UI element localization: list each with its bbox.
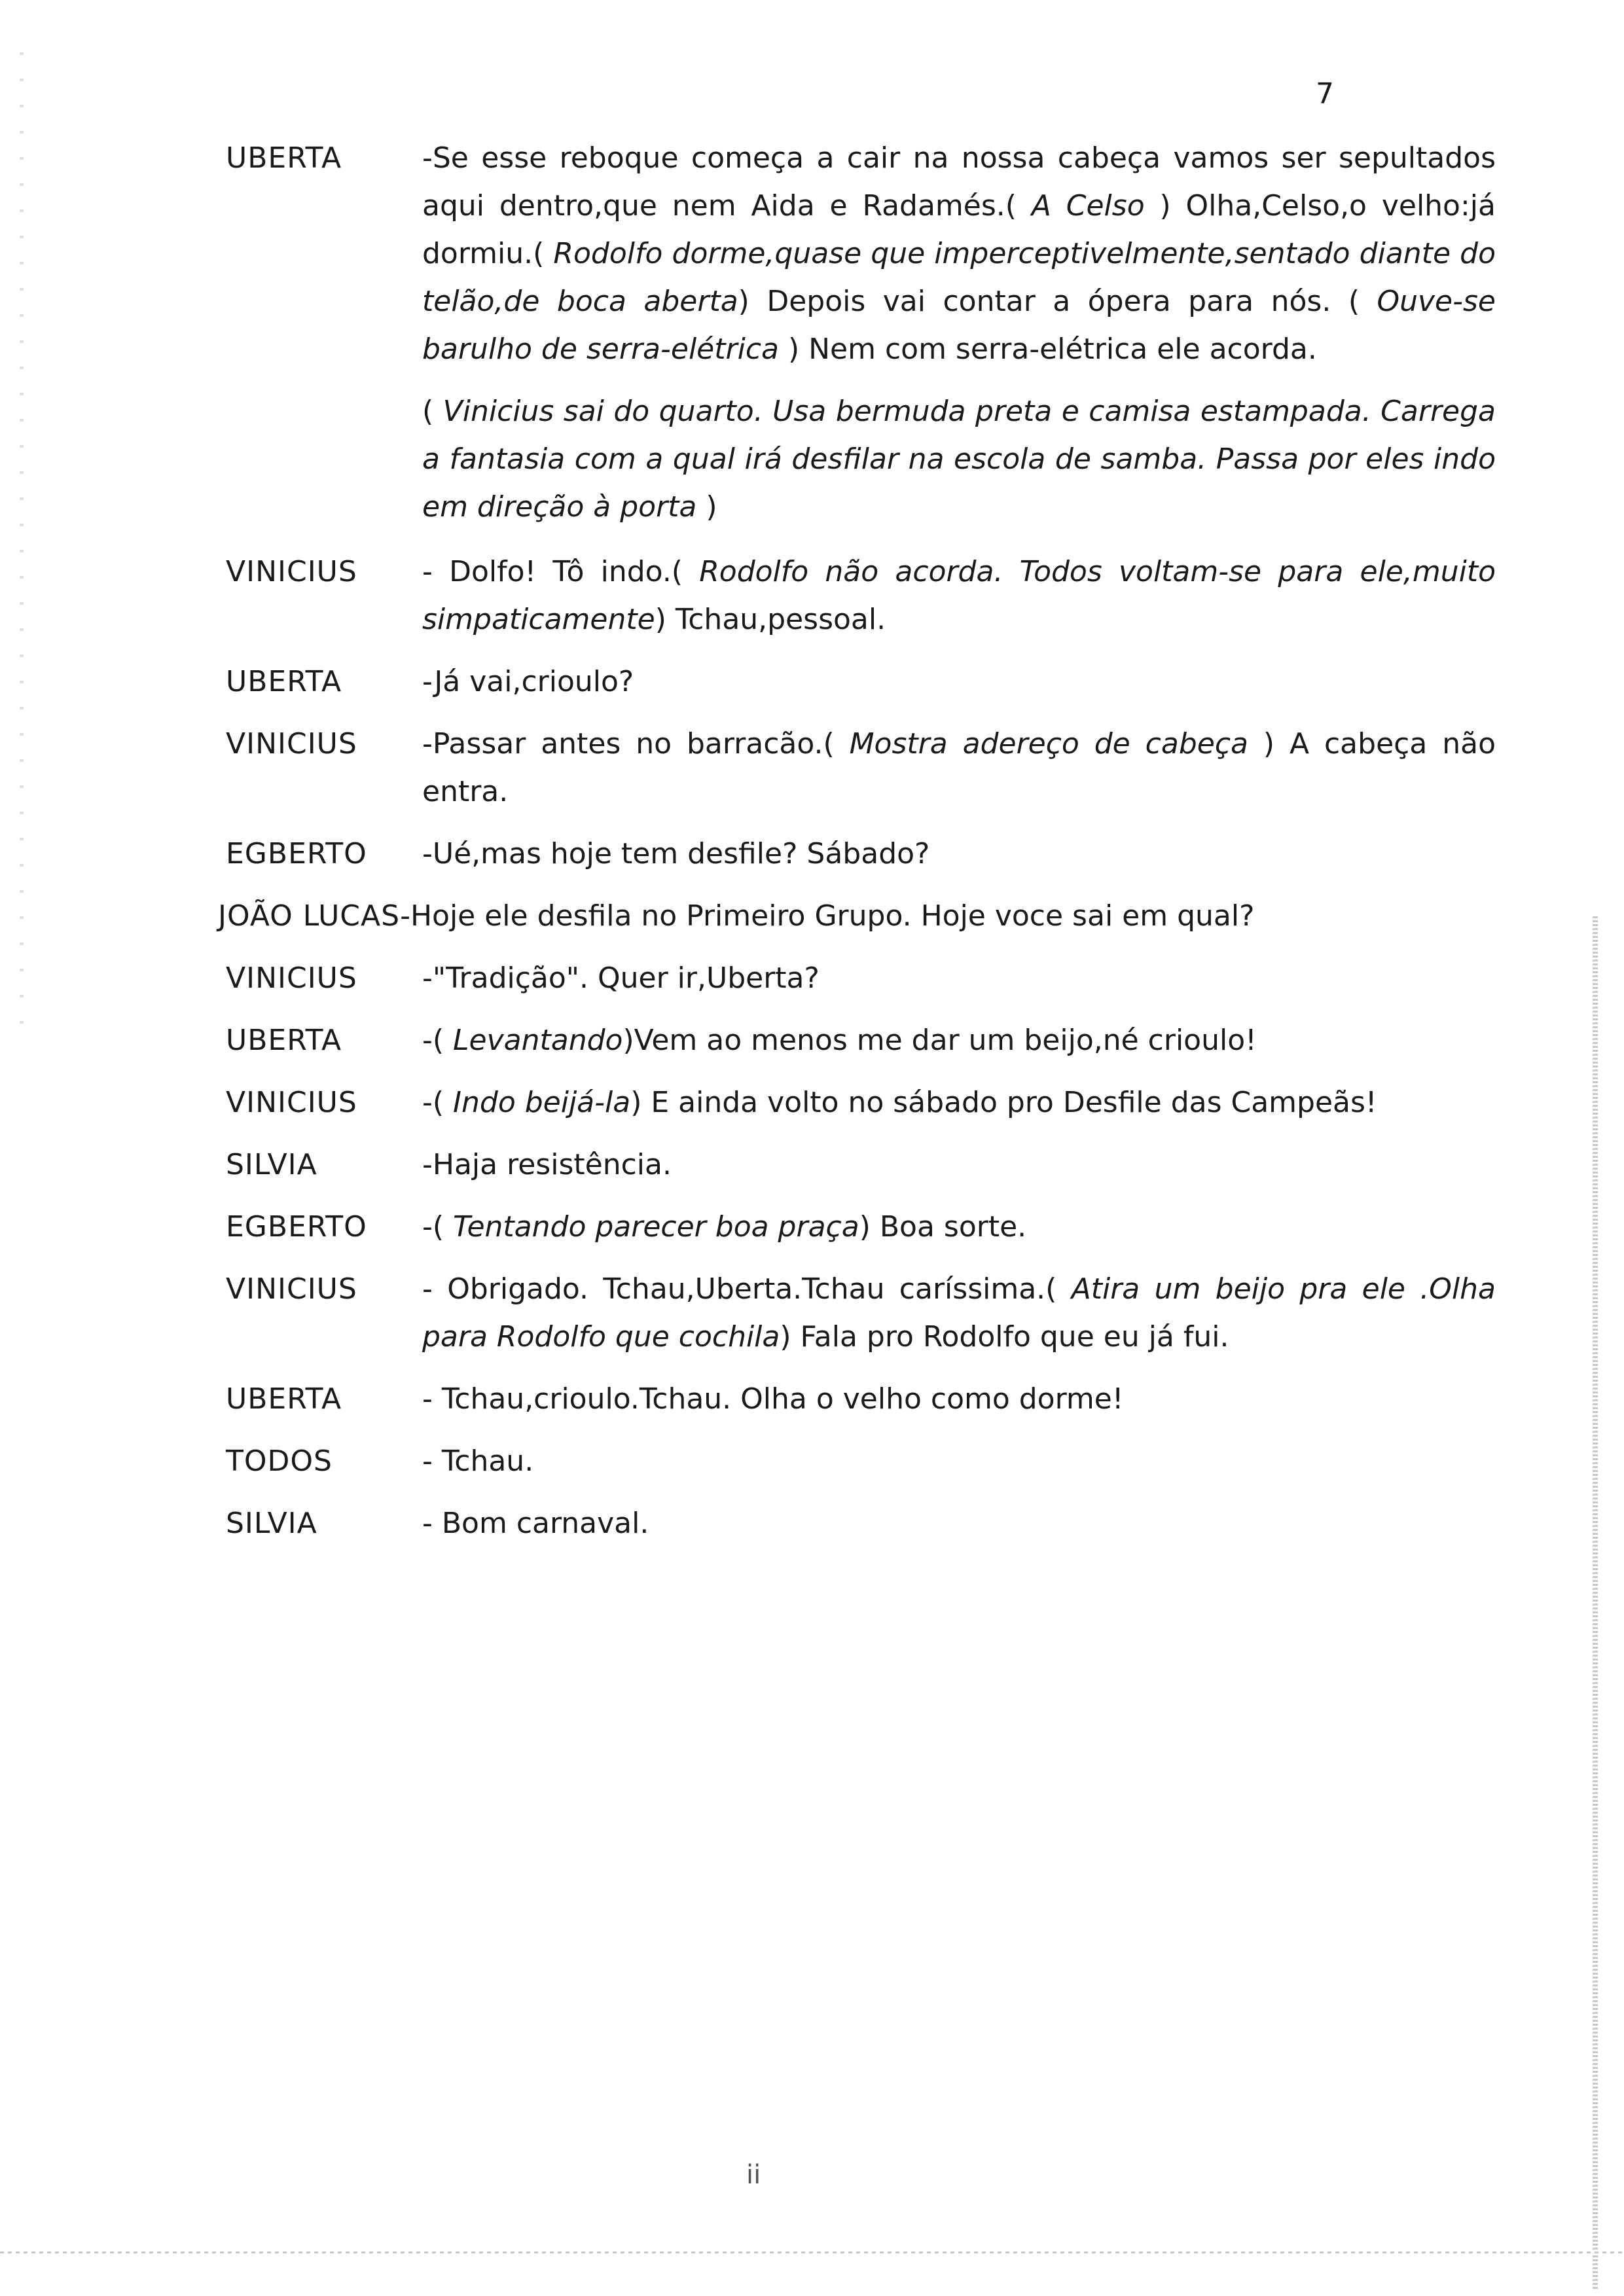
speech bbox=[422, 1079, 1496, 1126]
speech bbox=[422, 548, 1496, 643]
stage-direction: Tentando parecer boa praça bbox=[453, 1210, 859, 1244]
speech bbox=[422, 134, 1496, 373]
dialogue-line bbox=[226, 548, 1496, 643]
speaker-name: SILVIA bbox=[226, 1507, 317, 1540]
dialogue-text: ) bbox=[696, 490, 717, 524]
dialogue-line bbox=[218, 892, 1496, 940]
footer-mark: ii bbox=[746, 2160, 761, 2190]
dialogue-text: -"Tradição". Quer ir,Uberta? bbox=[422, 961, 820, 995]
dialogue-text: - Bom carnaval. bbox=[422, 1507, 649, 1540]
dialogue-line bbox=[226, 1437, 1496, 1485]
scan-artifact-left bbox=[20, 52, 24, 1034]
dialogue-line bbox=[226, 1079, 1496, 1126]
dialogue-line bbox=[226, 954, 1496, 1002]
dialogue-text: -Se esse reboque começa a cair na nossa cabeça vamos ser sepultados aqui dentro,que nem Aida e Radamés.( bbox=[422, 141, 1496, 223]
dialogue-line bbox=[226, 1016, 1496, 1064]
speaker-name: UBERTA bbox=[226, 141, 342, 175]
dialogue-text: ) Tchau,pessoal. bbox=[655, 603, 886, 636]
dialogue-text: ( bbox=[422, 395, 443, 428]
stage-direction: Atira um beijo pra ele .Olha para Rodolfo que cochila bbox=[422, 1272, 1496, 1354]
dialogue-text: ) Fala pro Rodolfo que eu já fui. bbox=[780, 1320, 1229, 1354]
speaker-name: VINICIUS bbox=[226, 1086, 357, 1119]
speech bbox=[422, 830, 1496, 878]
dialogue-text: - Tchau,crioulo.Tchau. Olha o velho como dorme! bbox=[422, 1382, 1124, 1416]
dialogue-line bbox=[226, 1499, 1496, 1547]
dialogue-text: ) E ainda volto no sábado pro Desfile das Campeãs! bbox=[630, 1086, 1377, 1119]
scan-artifact-bottom bbox=[0, 2251, 1624, 2253]
dialogue-text: - Obrigado. Tchau,Uberta.Tchau caríssima.( bbox=[422, 1272, 1072, 1306]
speaker-name: EGBERTO bbox=[226, 1210, 367, 1244]
dialogue-text: -Ué,mas hoje tem desfile? Sábado? bbox=[422, 837, 930, 870]
dialogue-text: -Passar antes no barracão.( bbox=[422, 727, 850, 761]
speech bbox=[422, 720, 1496, 816]
speech bbox=[422, 954, 1496, 1002]
dialogue-text: ) Depois vai contar a ópera para nós. ( bbox=[738, 285, 1377, 318]
speaker-name: EGBERTO bbox=[226, 837, 367, 870]
speech bbox=[422, 1016, 1496, 1064]
stage-direction: A Celso bbox=[1031, 189, 1145, 223]
speech bbox=[422, 1499, 1496, 1547]
dialogue-text: -Haja resistência. bbox=[422, 1148, 672, 1181]
speech bbox=[422, 1265, 1496, 1361]
speaker-name: JOÃO LUCAS bbox=[218, 899, 401, 933]
dialogue-line bbox=[226, 1375, 1496, 1423]
speech bbox=[422, 658, 1496, 706]
dialogue-text: ) Olha,Celso,o velho:já dormiu.( bbox=[422, 189, 1496, 270]
stage-direction: Indo beijá-la bbox=[453, 1086, 631, 1119]
speech bbox=[422, 1203, 1496, 1251]
stage-direction: Vinicius sai do quarto. Usa bermuda preta e camisa estampada. Carrega a fantasia com a qual irá desfilar na escola de samba. Passa por eles indo em direção à porta bbox=[422, 395, 1496, 524]
dialogue-text: )Vem ao menos me dar um beijo,né crioulo! bbox=[623, 1024, 1257, 1057]
dialogue-line bbox=[226, 1141, 1496, 1189]
speaker-name: UBERTA bbox=[226, 1024, 342, 1057]
dialogue-text: -( bbox=[422, 1086, 454, 1119]
dialogue-line bbox=[226, 1203, 1496, 1251]
speech bbox=[422, 1141, 1496, 1189]
stage-direction-block bbox=[422, 387, 1496, 531]
dialogue-line bbox=[226, 134, 1496, 373]
speech bbox=[218, 892, 1496, 940]
dialogue-line bbox=[226, 830, 1496, 878]
dialogue-text: - Tchau. bbox=[422, 1444, 534, 1478]
dialogue-text: ) A cabeça não entra. bbox=[422, 727, 1496, 808]
speaker-name: VINICIUS bbox=[226, 961, 357, 995]
dialogue-line bbox=[226, 1265, 1496, 1361]
stage-direction: Rodolfo dorme,quase que imperceptivelmente,sentado diante do telão,de boca aberta bbox=[422, 237, 1496, 318]
dialogue-text: -( bbox=[422, 1210, 454, 1244]
dialogue-text: ) Boa sorte. bbox=[859, 1210, 1027, 1244]
speech bbox=[422, 1375, 1496, 1423]
dialogue-text: -Hoje ele desfila no Primeiro Grupo. Hoje voce sai em qual? bbox=[400, 899, 1255, 933]
stage-direction: Mostra adereço de cabeça bbox=[849, 727, 1248, 761]
speaker-name: TODOS bbox=[226, 1444, 333, 1478]
dialogue-text: - Dolfo! Tô indo.( bbox=[422, 555, 700, 588]
dialogue-text: -( bbox=[422, 1024, 454, 1057]
dialogue-line bbox=[226, 658, 1496, 706]
dialogue-text: ) Nem com serra-elétrica ele acorda. bbox=[778, 332, 1317, 366]
dialogue-line bbox=[226, 720, 1496, 816]
speech bbox=[422, 1437, 1496, 1485]
speaker-name: UBERTA bbox=[226, 1382, 342, 1416]
script-body bbox=[218, 134, 1496, 1562]
stage-direction: Ouve-se barulho de serra-elétrica bbox=[422, 285, 1496, 366]
speaker-name: VINICIUS bbox=[226, 1272, 357, 1306]
speaker-name: UBERTA bbox=[226, 665, 342, 698]
speaker-name: VINICIUS bbox=[226, 555, 357, 588]
speaker-name: SILVIA bbox=[226, 1148, 317, 1181]
stage-direction: Rodolfo não acorda. Todos voltam-se para ele,muito simpaticamente bbox=[422, 555, 1496, 636]
page-number: 7 bbox=[1316, 77, 1334, 111]
scan-artifact-right bbox=[1593, 916, 1598, 2291]
dialogue-text: -Já vai,crioulo? bbox=[422, 665, 634, 698]
stage-direction: Levantando bbox=[453, 1024, 623, 1057]
speaker-name: VINICIUS bbox=[226, 727, 357, 761]
